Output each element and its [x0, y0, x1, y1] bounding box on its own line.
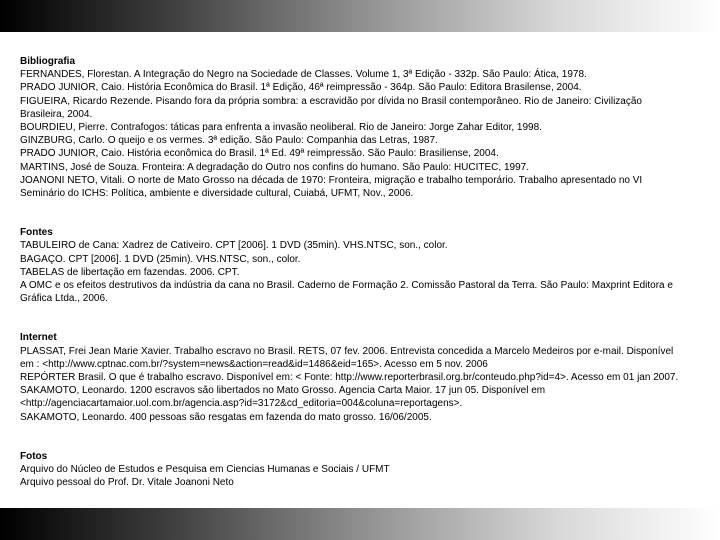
- bibliography-entry: PRADO JUNIOR, Caio. História Econômica do Brasil. 1ª Edição, 46ª reimpressão - 364p. São Paulo: Editora Brasilense, 2004.: [20, 82, 582, 94]
- fotos-section: [20, 450, 680, 490]
- photo-credit-entry: Arquivo pessoal do Prof. Dr. Vitale Joanoni Neto: [20, 477, 234, 489]
- photo-credit-entry: Arquivo do Núcleo de Estudos e Pesquisa em Ciencias Humanas e Sociais / UFMT: [20, 464, 390, 476]
- source-entry: TABULEIRO de Cana: Xadrez de Cativeiro. CPT [2006]. 1 DVD (35min). VHS.NTSC, son., color.: [20, 240, 448, 252]
- bibliography-entry: MARTINS, José de Souza. Fronteira: A degradação do Outro nos confins do humano. São Paulo: HUCITEC, 1997.: [20, 161, 529, 173]
- section-heading-fotos: Fotos: [20, 450, 48, 462]
- bibliografia-section: [20, 55, 680, 200]
- source-entry: TABELAS de libertação em fazendas. 2006. CPT.: [20, 266, 240, 278]
- internet-entry: SAKAMOTO, Leonardo. 400 pessoas são resgatas em fazenda do mato grosso. 16/06/2005.: [20, 411, 432, 423]
- bottom-gradient-band: [0, 508, 720, 540]
- internet-entry: PLASSAT, Frei Jean Marie Xavier. Trabalho escravo no Brasil. RETS, 07 fev. 2006. Entrevista concedida a Marcelo Medeiros por e-mail. Disponível em : <http://www.cptnac.com.br/?system=news&action=read&id=1486&eid=165>. Acesso em 5 nov. 2006: [20, 345, 677, 370]
- internet-section: [20, 331, 680, 423]
- source-entry: BAGAÇO. CPT [2006]. 1 DVD (25min). VHS.NTSC, son., color.: [20, 253, 301, 265]
- bibliography-entry: FERNANDES, Florestan. A Integração do Negro na Sociedade de Classes. Volume 1, 3ª Edição - 332p. São Paulo: Ática, 1978.: [20, 69, 587, 81]
- section-heading-internet: Internet: [20, 332, 57, 344]
- bibliography-entry: JOANONI NETO, Vitali. O norte de Mato Grosso na década de 1970: Fronteira, migração e trabalho temporário. Trabalho apresentado no VI Seminário do ICHS: Política, ambiente e diversidade cultural, Cuiabá, UFMT, Nov., 2006.: [20, 174, 645, 200]
- fontes-section: [20, 226, 680, 305]
- section-heading-fontes: Fontes: [20, 227, 53, 239]
- source-entry: A OMC e os efeitos destrutivos da indústria da cana no Brasil. Caderno de Formação 2. Comissão Pastoral da Terra. São Paulo: Maxprint Editora e Gráfica Ltda., 2006.: [20, 280, 676, 305]
- top-gradient-band: [0, 0, 720, 32]
- section-heading-bibliografia: Bibliografia: [20, 56, 76, 67]
- internet-entry: REPÓRTER Brasil. O que é trabalho escravo. Disponível em: < Fonte: http://www.reporterbrasil.org.br/conteudo.php?id=4>. Acesso em 01 jan 2007.: [20, 372, 679, 384]
- bibliography-entry: GINZBURG, Carlo. O queijo e os vermes. 3ª edição. São Paulo: Companhia das Letras, 1987.: [20, 135, 438, 147]
- bibliography-entry: FIGUEIRA, Ricardo Rezende. Pisando fora da própria sombra: a escravidão por dívida no Brasil contemporâneo. Rio de Janeiro: Civilização Brasileira, 2004.: [20, 95, 645, 120]
- bibliography-entry: BOURDIEU, Pierre. Contrafogos: táticas para enfrenta a invasão neoliberal. Rio de Janeiro: Jorge Zahar Editor, 1998.: [20, 122, 542, 134]
- references-content: [20, 55, 680, 489]
- bibliography-entry: PRADO JUNIOR, Caio. História econômica do Brasil. 1ª Ed. 49ª reimpressão. São Paulo: Brasiliense, 2004.: [20, 148, 499, 160]
- internet-entry: SAKAMOTO, Leonardo. 1200 escravos são libertados no Mato Grosso. Agencia Carta Maior. 17 jun 05. Disponível em <http://agenciacartamaior.uol.com.br/agencia.asp?id=3172&cd_editoria=004&coluna=reportagens>.: [20, 385, 548, 410]
